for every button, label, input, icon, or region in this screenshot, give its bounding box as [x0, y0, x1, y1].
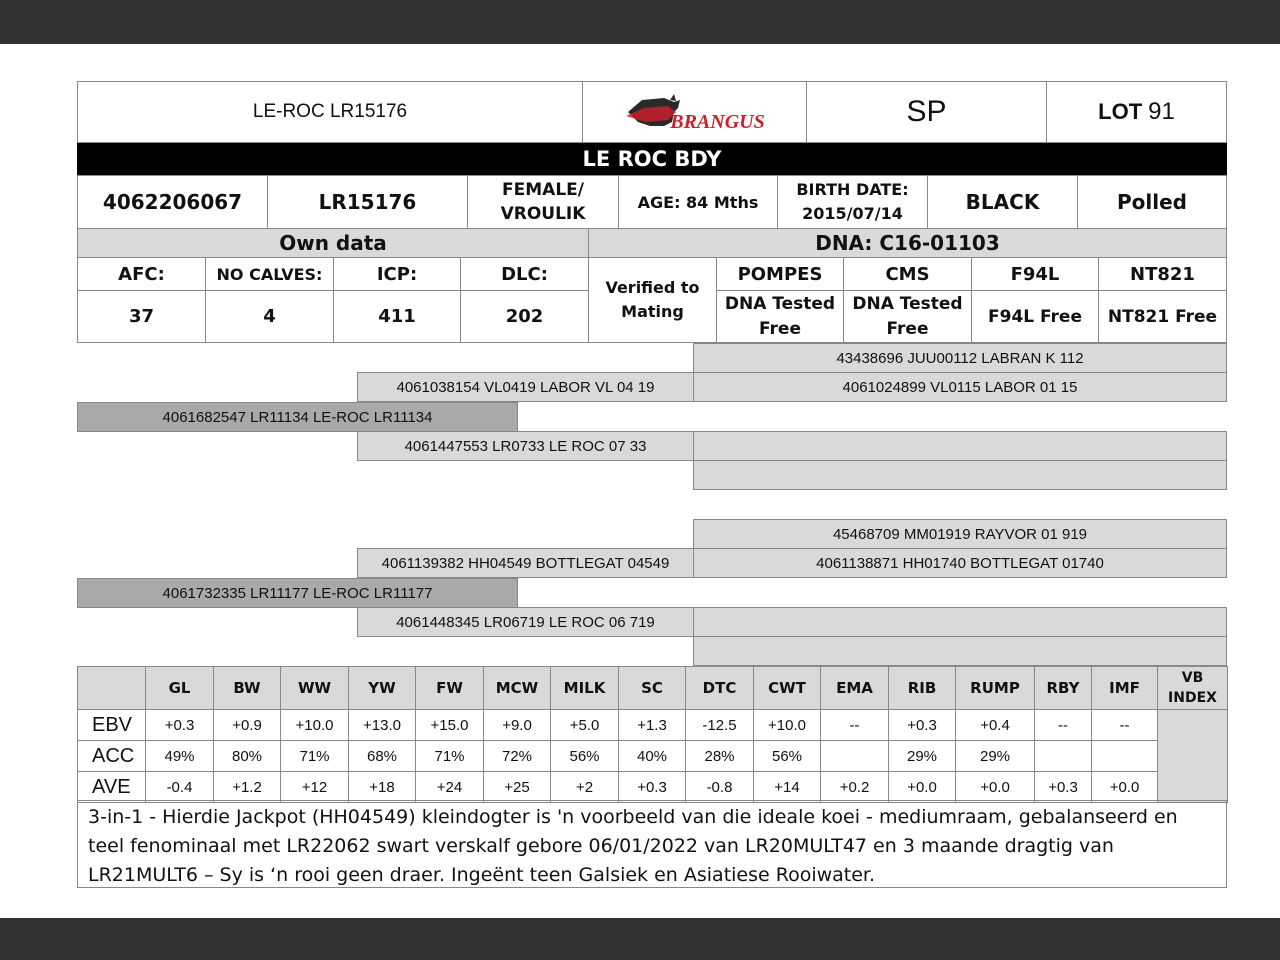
- ebv-value: +13.0: [349, 710, 416, 741]
- f94l-header: F94L: [971, 257, 1099, 291]
- ebv-header-yw: YW: [349, 667, 416, 710]
- row-label-acc: ACC: [78, 741, 146, 772]
- ave-row: [78, 772, 1228, 803]
- dlc-header: DLC:: [460, 257, 589, 291]
- ebv-header-milk: MILK: [551, 667, 619, 710]
- pedigree-dam-sire-sire: 45468709 MM01919 RAYVOR 01 919: [693, 519, 1227, 549]
- ebv-value: --: [1092, 710, 1158, 741]
- registration-number: LR15176: [267, 175, 468, 229]
- acc-value: [1035, 741, 1092, 772]
- icp-value: 411: [333, 290, 461, 343]
- nt821-header: NT821: [1098, 257, 1227, 291]
- age: AGE: 84 Mths: [618, 175, 778, 229]
- ebv-value: +0.9: [214, 710, 281, 741]
- ebv-header-rib: RIB: [889, 667, 956, 710]
- own-data-title: Own data: [77, 228, 589, 258]
- ebv-header-rby: RBY: [1035, 667, 1092, 710]
- ebv-value: +15.0: [416, 710, 484, 741]
- cms-header: CMS: [843, 257, 972, 291]
- ebv-header-bw: BW: [214, 667, 281, 710]
- title-bar: LE ROC BDY: [77, 143, 1227, 175]
- ebv-header-sc: SC: [619, 667, 686, 710]
- ebv-value: +0.4: [956, 710, 1035, 741]
- ave-value: +0.0: [889, 772, 956, 803]
- acc-value: 72%: [484, 741, 551, 772]
- ave-value: +14: [754, 772, 821, 803]
- ebv-header-mcw: MCW: [484, 667, 551, 710]
- afc-header: AFC:: [77, 257, 206, 291]
- ave-value: -0.8: [686, 772, 754, 803]
- bottom-frame-bar: [0, 918, 1280, 960]
- pedigree-sire-dam: 4061447553 LR0733 LE ROC 07 33: [357, 431, 694, 461]
- comment-text: 3-in-1 - Hierdie Jackpot (HH04549) kleindogter is 'n voorbeeld van die ideale koei - mediumraam, gebalanseerd en teel fenominaal met LR22062 swart verskalf gebore 06/01/2022 van LR20MULT47 en 3 maande dragtig van LR21MULT6 – Sy is ‘n rooi geen draer. Ingeënt teen Galsiek en Asiatiese Rooiwater.: [77, 800, 1227, 888]
- colour: BLACK: [927, 175, 1078, 229]
- ebv-value: +1.3: [619, 710, 686, 741]
- pedigree-dam: 4061732335 LR11177 LE-ROC LR11177: [77, 578, 518, 608]
- ebv-header-fw: FW: [416, 667, 484, 710]
- pedigree-sire-sire: 4061038154 VL0419 LABOR VL 04 19: [357, 372, 694, 402]
- ebv-row: [78, 710, 1228, 741]
- ave-value: +0.3: [619, 772, 686, 803]
- dna-title: DNA: C16-01103: [588, 228, 1227, 258]
- acc-row: [78, 741, 1228, 772]
- ebv-header-vb-index: VB INDEX: [1158, 667, 1228, 710]
- ave-value: +0.0: [956, 772, 1035, 803]
- pedigree-sire-dam-sire: [693, 431, 1227, 461]
- ave-value: +0.2: [821, 772, 889, 803]
- ebv-header-cwt: CWT: [754, 667, 821, 710]
- acc-value: 28%: [686, 741, 754, 772]
- animal-id: 4062206067: [77, 175, 268, 229]
- brangus-logo: [582, 81, 807, 143]
- birth-date: 2015/07/14: [802, 204, 903, 223]
- acc-value: 71%: [281, 741, 349, 772]
- ebv-table: [77, 666, 1228, 803]
- ave-value: +1.2: [214, 772, 281, 803]
- ebv-header-rump: RUMP: [956, 667, 1035, 710]
- ebv-header-ww: WW: [281, 667, 349, 710]
- pompes-value: DNA Tested Free: [716, 290, 844, 343]
- row-label-ebv: EBV: [78, 710, 146, 741]
- nt821-value: NT821 Free: [1098, 290, 1227, 343]
- acc-value: 29%: [889, 741, 956, 772]
- acc-value: 29%: [956, 741, 1035, 772]
- ebv-value: +5.0: [551, 710, 619, 741]
- dlc-value: 202: [460, 290, 589, 343]
- ave-value: -0.4: [146, 772, 214, 803]
- acc-value: 56%: [754, 741, 821, 772]
- lot-cell: [1046, 81, 1227, 143]
- cms-value: DNA Tested Free: [843, 290, 972, 343]
- ebv-header-dtc: DTC: [686, 667, 754, 710]
- ebv-value: -12.5: [686, 710, 754, 741]
- birth-date-label: BIRTH DATE:: [796, 180, 909, 199]
- ave-value: +0.3: [1035, 772, 1092, 803]
- ave-value: +25: [484, 772, 551, 803]
- ebv-value: +0.3: [889, 710, 956, 741]
- acc-value: 80%: [214, 741, 281, 772]
- acc-value: 71%: [416, 741, 484, 772]
- pedigree-sire-sire-dam: 4061024899 VL0115 LABOR 01 15: [693, 372, 1227, 402]
- acc-value: 68%: [349, 741, 416, 772]
- pedigree-dam-dam: 4061448345 LR06719 LE ROC 06 719: [357, 607, 694, 637]
- vb-index-value: [1158, 710, 1228, 803]
- pedigree-dam-dam-sire: [693, 607, 1227, 637]
- animal-name: LE-ROC LR15176: [77, 81, 583, 143]
- acc-value: 49%: [146, 741, 214, 772]
- no-calves-value: 4: [205, 290, 334, 343]
- pompes-header: POMPES: [716, 257, 844, 291]
- verified-to-mating: Verified to Mating: [588, 257, 717, 343]
- pedigree-dam-sire: 4061139382 HH04549 BOTTLEGAT 04549: [357, 548, 694, 578]
- icp-header: ICP:: [333, 257, 461, 291]
- ebv-value: --: [821, 710, 889, 741]
- pedigree-sire-sire-sire: 43438696 JUU00112 LABRAN K 112: [693, 343, 1227, 373]
- lot-label: LOT: [1098, 99, 1143, 124]
- ebv-header-imf: IMF: [1092, 667, 1158, 710]
- horn-status: Polled: [1077, 175, 1227, 229]
- sex: FEMALE/ VROULIK: [467, 175, 619, 229]
- ebv-value: +10.0: [281, 710, 349, 741]
- lot-number: 91: [1148, 98, 1175, 125]
- ave-value: +2: [551, 772, 619, 803]
- acc-value: 56%: [551, 741, 619, 772]
- f94l-value: F94L Free: [971, 290, 1099, 343]
- ave-value: +0.0: [1092, 772, 1158, 803]
- pedigree-sire-dam-dam: [693, 460, 1227, 490]
- acc-value: [821, 741, 889, 772]
- ave-value: +24: [416, 772, 484, 803]
- ave-value: +18: [349, 772, 416, 803]
- ebv-value: +10.0: [754, 710, 821, 741]
- afc-value: 37: [77, 290, 206, 343]
- ebv-header-gl: GL: [146, 667, 214, 710]
- acc-value: [1092, 741, 1158, 772]
- pedigree-dam-dam-dam: [693, 636, 1227, 666]
- no-calves-header: NO CALVES:: [205, 257, 334, 291]
- birth-date-cell: [777, 175, 928, 229]
- pedigree-dam-sire-dam: 4061138871 HH01740 BOTTLEGAT 01740: [693, 548, 1227, 578]
- logo-text: BRANGUS: [670, 110, 765, 133]
- ebv-header-blank: [78, 667, 146, 710]
- ebv-value: +0.3: [146, 710, 214, 741]
- ebv-value: +9.0: [484, 710, 551, 741]
- pedigree-sire: 4061682547 LR11134 LE-ROC LR11134: [77, 402, 518, 432]
- row-label-ave: AVE: [78, 772, 146, 803]
- acc-value: 40%: [619, 741, 686, 772]
- ebv-value: --: [1035, 710, 1092, 741]
- sp-code: SP: [806, 81, 1047, 143]
- ebv-header-ema: EMA: [821, 667, 889, 710]
- ave-value: +12: [281, 772, 349, 803]
- top-frame-bar: [0, 0, 1280, 44]
- ebv-header-row: [78, 667, 1228, 710]
